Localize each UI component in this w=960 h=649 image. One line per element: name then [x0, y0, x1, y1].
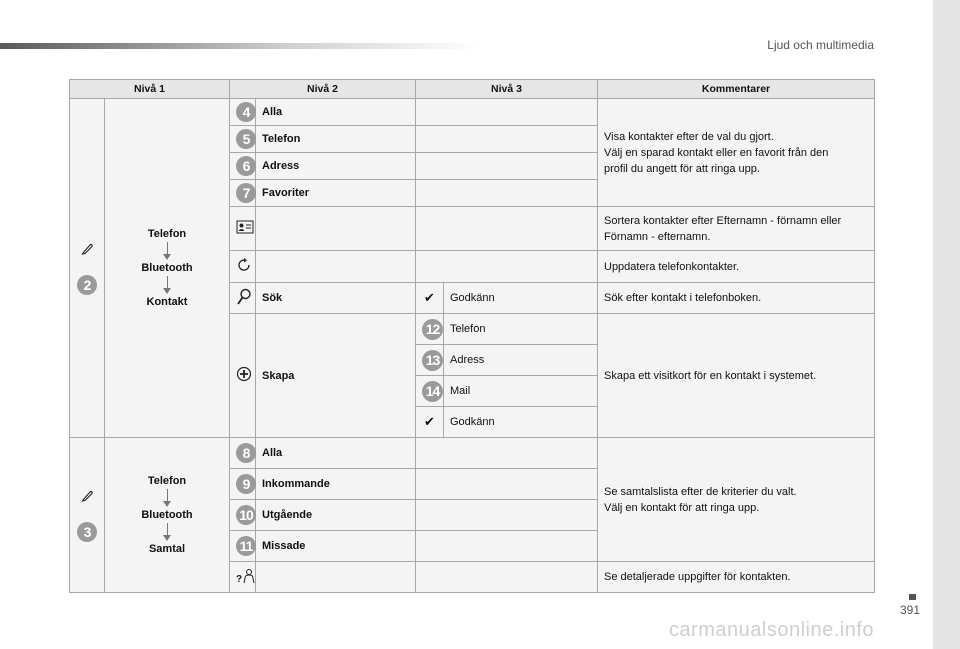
check-cell	[416, 283, 444, 314]
row-badge-cell	[230, 126, 256, 153]
header-gradient-bar	[0, 43, 480, 49]
create-icon-cell	[230, 314, 256, 438]
row-label: Adress	[256, 153, 416, 180]
row-badge-cell	[230, 438, 256, 469]
header-level2: Nivå 2	[230, 80, 416, 99]
level1-badge: 2	[77, 275, 97, 295]
row-badge: 10	[236, 505, 256, 525]
row-badge: 7	[236, 183, 256, 203]
page-edge-strip	[933, 0, 960, 649]
group1-path-cell	[105, 99, 230, 438]
confirm-label: Godkänn	[444, 407, 598, 438]
sub-badge-cell	[416, 345, 444, 376]
page-number: 391	[899, 603, 920, 617]
path-item: Telefon	[147, 228, 187, 240]
path-item: Bluetooth	[141, 262, 193, 274]
sub-label: Mail	[444, 376, 598, 407]
search-label: Sök	[256, 283, 416, 314]
contact-details-icon	[236, 568, 256, 584]
check-icon: ✔	[424, 414, 435, 429]
group2-path-cell	[105, 438, 230, 593]
row-label: Favoriter	[256, 180, 416, 207]
contact-card-icon	[236, 220, 254, 234]
sub-badge: 12	[422, 319, 443, 340]
sub-badge-cell	[416, 376, 444, 407]
row-badge: 11	[236, 536, 256, 556]
details-comment: Se detaljerade uppgifter för kontakten.	[598, 562, 875, 593]
menu-table	[69, 79, 875, 593]
empty-cell	[416, 562, 598, 593]
sub-badge: 13	[422, 350, 443, 371]
magnifier-icon	[236, 288, 252, 306]
row-label: Alla	[256, 438, 416, 469]
header-level3: Nivå 3	[416, 80, 598, 99]
path-item: Samtal	[148, 543, 186, 555]
row-badge-cell	[230, 500, 256, 531]
sub-badge-cell	[416, 314, 444, 345]
empty-cell	[416, 153, 598, 180]
empty-cell	[416, 180, 598, 207]
create-comment: Skapa ett visitkort för en kontakt i systemet.	[598, 314, 875, 438]
group1-level1-cell	[70, 99, 105, 438]
sort-icon-cell	[230, 207, 256, 251]
empty-cell	[416, 126, 598, 153]
empty-cell	[416, 99, 598, 126]
path-item: Kontakt	[146, 296, 188, 308]
group2-level1-cell	[70, 438, 105, 593]
header-level1: Nivå 1	[70, 80, 230, 99]
empty-cell	[416, 500, 598, 531]
sub-badge: 14	[422, 381, 443, 402]
path-item: Telefon	[147, 475, 187, 487]
arrow-down-icon	[167, 489, 168, 502]
row-badge: 4	[236, 102, 256, 122]
sub-label: Telefon	[444, 314, 598, 345]
empty-cell	[416, 207, 598, 251]
empty-cell	[416, 251, 598, 283]
empty-cell	[416, 531, 598, 562]
check-icon: ✔	[424, 290, 435, 305]
row-label: Inkommande	[256, 469, 416, 500]
sub-label: Adress	[444, 345, 598, 376]
phone-pen-icon	[79, 488, 95, 504]
row-badge-cell	[230, 469, 256, 500]
sort-comment: Sortera kontakter efter Efternamn - förnamn eller Förnamn - efternamn.	[598, 207, 875, 251]
level1-badge: 3	[77, 522, 97, 542]
plus-circle-icon	[236, 366, 252, 382]
header-comments: Kommentarer	[598, 80, 875, 99]
path-item: Bluetooth	[141, 509, 193, 521]
row-badge: 5	[236, 129, 256, 149]
empty-cell	[256, 562, 416, 593]
arrow-down-icon	[167, 276, 168, 289]
row-badge-cell	[230, 153, 256, 180]
contacts-comment: Visa kontakter efter de val du gjort. Välj en sparad kontakt eller en favorit från den profil du angett för att ringa upp.	[598, 99, 875, 207]
row-badge-cell	[230, 180, 256, 207]
check-cell	[416, 407, 444, 438]
empty-cell	[256, 207, 416, 251]
row-badge-cell	[230, 99, 256, 126]
search-level3-label: Godkänn	[444, 283, 598, 314]
row-badge: 9	[236, 474, 256, 494]
search-comment: Sök efter kontakt i telefonboken.	[598, 283, 875, 314]
update-icon-cell	[230, 251, 256, 283]
update-comment: Uppdatera telefonkontakter.	[598, 251, 875, 283]
arrow-down-icon	[167, 523, 168, 536]
details-icon-cell	[230, 562, 256, 593]
empty-cell	[256, 251, 416, 283]
empty-cell	[416, 438, 598, 469]
calls-comment: Se samtalslista efter de kriterier du valt. Välj en kontakt för att ringa upp.	[598, 438, 875, 562]
row-label: Missade	[256, 531, 416, 562]
empty-cell	[416, 469, 598, 500]
row-label: Telefon	[256, 126, 416, 153]
refresh-icon	[236, 257, 252, 273]
row-badge-cell	[230, 531, 256, 562]
watermark: carmanualsonline.info	[668, 619, 874, 641]
row-label: Utgående	[256, 500, 416, 531]
arrow-down-icon	[167, 242, 168, 255]
phone-pen-icon	[79, 241, 95, 257]
svg-text:?: ?	[236, 573, 243, 584]
row-badge: 8	[236, 443, 256, 463]
page-marker	[909, 594, 916, 600]
row-badge: 6	[236, 156, 256, 176]
section-title: Ljud och multimedia	[767, 38, 874, 52]
row-label: Alla	[256, 99, 416, 126]
search-icon-cell	[230, 283, 256, 314]
create-label: Skapa	[256, 314, 416, 438]
